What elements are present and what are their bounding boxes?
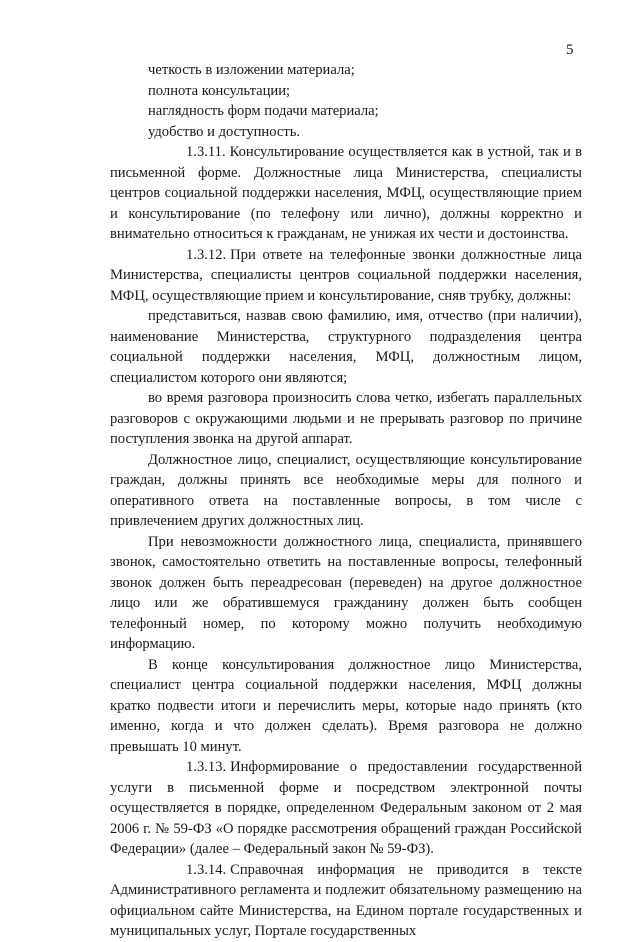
section-text: Информирование о предоставлении государственной услуги в письменной форме и посредством электронной почты осуществляется в порядке, определенном Федеральным законом от 2 мая 2006 г. № 59-ФЗ «О порядке рассмотрения обращений граждан Российской Федерации» (далее – Федеральный закон № 59-ФЗ). [110,759,582,857]
section-1-3-14 [110,860,582,942]
section-number: 1.3.14. [186,861,227,878]
paragraph: во время разговора произносить слова четко, избегать параллельных разговоров с окружающими людьми и не прерывать разговор по причине поступления звонка на другой аппарат. [110,390,582,447]
paragraph: Должностное лицо, специалист, осуществляющие консультирование граждан, должны принять все необходимые меры для полного и оперативного ответа на поставленные вопросы, в том числе с привлечением других должностных лиц. [110,451,582,529]
section-text: При ответе на телефонные звонки должностные лица Министерства, специалисты центров социальной поддержки населения, МФЦ, осуществляющие прием и консультирование, сняв трубку, должны: [110,246,582,304]
document-body [110,60,582,942]
paragraph: представиться, назвав свою фамилию, имя, отчество (при наличии), наименование Министерства, структурного подразделения центра социальной поддержки населения, МФЦ, должностным лицом, специалистом которого они являются; [110,308,582,386]
section-text: Справочная информация не приводится в тексте Административного регламента и подлежит обязательному размещению на официальном сайте Министерства, на Едином портале государственных и муниципальных услуг, Портале государственных [110,861,582,939]
paragraph: В конце консультирования должностное лицо Министерства, специалист центра социальной поддержки населения, МФЦ должны кратко подвести итоги и перечислить меры, которые надо принять (кто именно, когда и что должен сделать). Время разговора не должно превышать 10 минут. [110,656,582,755]
section-number: 1.3.13. [186,759,227,775]
section-text: Консультирование осуществляется как в устной, так и в письменной форме. Должностные лица Министерства, специалисты центров социальной поддержки населения, МФЦ, осуществляющие прием и консультирование (по телефону или лично), должны корректно и внимательно относиться к гражданам, не унижая их чести и достоинства. [110,144,582,242]
section-1-3-13 [110,757,582,860]
section-number: 1.3.11. [186,144,226,160]
criteria-item: наглядность форм подачи материала; [148,103,379,119]
paragraph: При невозможности должностного лица, специалиста, принявшего звонок, самостоятельно ответить на поставленные вопросы, телефонный звонок должен быть переадресован (переведен) на другое должностное лицо или же обратившемуся гражданину должен быть сообщен телефонный номер, по которому можно получить необходимую информацию. [110,533,582,652]
section-1-3-11 [110,142,582,245]
criteria-item: полнота консультации; [148,82,291,99]
page-number: 5 [566,42,574,58]
section-1-3-12 [110,245,582,307]
criteria-item: четкость в изложении материала; [148,62,355,78]
criteria-item: удобство и доступность. [148,123,301,140]
section-number: 1.3.12. [186,246,227,263]
